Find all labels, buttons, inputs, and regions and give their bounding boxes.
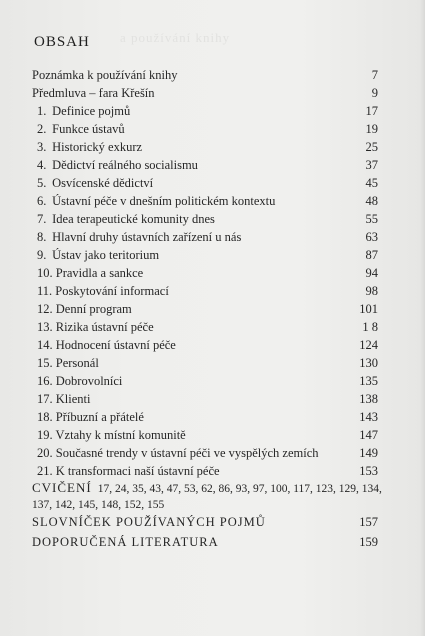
toc-entry-label: Předmluva – fara Křešín	[32, 86, 155, 100]
toc-entry-label: Poznámka k používání knihy	[32, 68, 178, 82]
show-through-text: a používání knihy	[120, 30, 231, 45]
glossary-label: SLOVNÍČEK POUŽÍVANÝCH POJMŮ	[32, 515, 266, 529]
toc-entry-page: 7	[371, 68, 378, 82]
chapter-page: 25	[365, 140, 378, 154]
exercises-entry	[32, 480, 384, 513]
literature-label: DOPORUČENÁ LITERATURA	[32, 535, 219, 549]
chapter-number: 1.	[37, 104, 47, 118]
chapter-title: K transformaci naší ústavní péče	[55, 464, 220, 478]
glossary-page: 157	[359, 515, 378, 529]
toc-chapter-5	[32, 174, 378, 192]
chapter-page: 153	[359, 464, 378, 478]
chapter-title: Dobrovolníci	[55, 374, 123, 388]
toc-chapter-8	[32, 228, 378, 246]
chapter-page: 149	[359, 446, 378, 460]
chapter-page: 135	[359, 374, 378, 388]
chapter-title: Denní program	[55, 302, 132, 316]
chapter-number: 9.	[37, 248, 47, 262]
chapter-title: Klienti	[55, 392, 91, 406]
chapter-page: 147	[359, 428, 378, 442]
chapter-number: 11.	[37, 284, 53, 298]
chapter-number: 8.	[37, 230, 47, 244]
chapter-page: 143	[359, 410, 378, 424]
chapter-number: 2.	[37, 122, 47, 136]
chapter-title: Osvícenské dědictví	[52, 176, 154, 190]
literature-entry	[32, 533, 378, 551]
chapter-page: 48	[365, 194, 378, 208]
chapter-title: Poskytování informací	[55, 284, 169, 298]
chapter-page: 130	[359, 356, 378, 370]
toc-chapter-21	[32, 462, 378, 480]
chapter-title: Současné trendy v ústavní péči ve vyspělých zemích	[55, 446, 319, 460]
chapter-title: Personál	[55, 356, 99, 370]
toc-chapter-9	[32, 246, 378, 264]
chapter-number: 20.	[37, 446, 53, 460]
toc-chapter-13	[32, 318, 378, 336]
chapter-number: 3.	[37, 140, 47, 154]
toc-chapter-15	[32, 354, 378, 372]
chapter-number: 6.	[37, 194, 47, 208]
chapter-number: 15.	[37, 356, 53, 370]
chapter-title: Pravidla a sankce	[55, 266, 144, 280]
glossary-entry	[32, 513, 378, 531]
chapter-page: 101	[359, 302, 378, 316]
chapter-title: Ústavní péče v dnešním politickém kontextu	[52, 194, 276, 208]
chapter-title: Příbuzní a přátelé	[55, 410, 144, 424]
toc-entry-page: 9	[371, 86, 378, 100]
exercises-pages: 17, 24, 35, 43, 47, 53, 62, 86, 93, 97, 100, 117, 123, 129, 134, 137, 142, 145, 148, 152, 155	[32, 483, 382, 511]
chapter-number: 21.	[37, 464, 53, 478]
chapter-number: 18.	[37, 410, 53, 424]
chapter-number: 13.	[37, 320, 53, 334]
chapter-number: 5.	[37, 176, 47, 190]
toc-chapter-11	[32, 282, 378, 300]
table-of-contents	[32, 66, 378, 480]
chapter-title: Funkce ústavů	[52, 122, 125, 136]
exercises-label: CVIČENÍ	[32, 480, 92, 495]
toc-entry-preface	[32, 84, 378, 102]
chapter-page: 55	[365, 212, 378, 226]
toc-chapter-6	[32, 192, 378, 210]
chapter-title: Ústav jako teritorium	[52, 248, 160, 262]
chapter-page: 45	[365, 176, 378, 190]
chapter-page: 138	[359, 392, 378, 406]
chapter-page: 1 8	[362, 320, 378, 334]
chapter-number: 17.	[37, 392, 53, 406]
chapter-title: Historický exkurz	[52, 140, 143, 154]
chapter-title: Rizika ústavní péče	[55, 320, 154, 334]
chapter-number: 4.	[37, 158, 47, 172]
chapter-page: 19	[365, 122, 378, 136]
page-title: OBSAH	[34, 34, 90, 50]
toc-chapter-10	[32, 264, 378, 282]
toc-chapter-19	[32, 426, 378, 444]
toc-chapter-3	[32, 138, 378, 156]
chapter-number: 10.	[37, 266, 53, 280]
literature-page: 159	[359, 535, 378, 549]
chapter-number: 16.	[37, 374, 53, 388]
toc-chapter-4	[32, 156, 378, 174]
toc-entry-note	[32, 66, 378, 84]
chapter-title: Idea terapeutické komunity dnes	[52, 212, 215, 226]
chapter-page: 87	[365, 248, 378, 262]
chapter-page: 17	[365, 104, 378, 118]
chapter-title: Hodnocení ústavní péče	[55, 338, 176, 352]
toc-chapter-12	[32, 300, 378, 318]
chapter-title: Dědictví reálného socialismu	[52, 158, 198, 172]
toc-chapter-14	[32, 336, 378, 354]
chapter-title: Vztahy k místní komunitě	[55, 428, 186, 442]
toc-chapter-20	[32, 444, 378, 462]
chapter-number: 12.	[37, 302, 53, 316]
toc-chapter-16	[32, 372, 378, 390]
toc-chapter-1	[32, 102, 378, 120]
toc-chapter-18	[32, 408, 378, 426]
chapter-page: 94	[365, 266, 378, 280]
toc-chapter-7	[32, 210, 378, 228]
chapter-page: 37	[365, 158, 378, 172]
chapter-number: 7.	[37, 212, 47, 226]
toc-chapter-2	[32, 120, 378, 138]
chapter-title: Hlavní druhy ústavních zařízení u nás	[52, 230, 242, 244]
chapter-number: 19.	[37, 428, 53, 442]
chapter-page: 98	[365, 284, 378, 298]
chapter-number: 14.	[37, 338, 53, 352]
page-edge-shadow	[420, 0, 425, 636]
chapter-title: Definice pojmů	[52, 104, 131, 118]
chapter-page: 63	[365, 230, 378, 244]
chapter-page: 124	[359, 338, 378, 352]
toc-chapter-17	[32, 390, 378, 408]
